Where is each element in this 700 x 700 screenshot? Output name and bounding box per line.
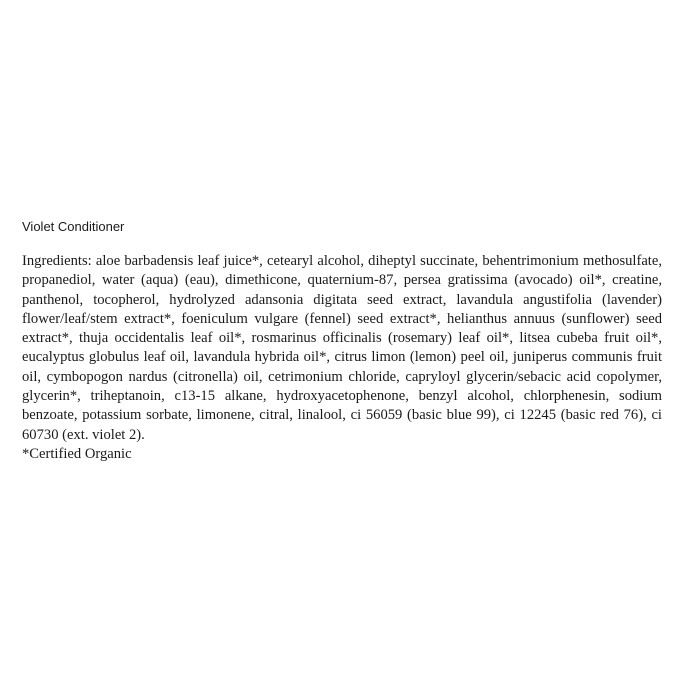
ingredients-list: Ingredients: aloe barbadensis leaf juice*, cetearyl alcohol, diheptyl succinate, behentrimonium methosulfate, propanediol, water (aqua) (eau), dimethicone, quaternium-87, persea gratissima (avocado) oil*, creatine, panthenol, tocopherol, hydrolyzed adansonia digitata seed extract, lavandula angustifolia (lavender) flower/leaf/stem extract*, foeniculum vulgare (fennel) seed extract*, helianthus annuus (sunflower) seed extract*, thuja occidentalis leaf oil*, rosmarinus officinalis (rosemary) leaf oil*, litsea cubeba fruit oil*, eucalyptus globulus leaf oil, lavandula hybrida oil*, citrus limon (lemon) peel oil, juniperus communis fruit oil, cymbopogon nardus (citronella) oil, cetrimonium chloride, capryloyl glycerin/sebacic acid copolymer, glycerin*, triheptanoin, c13-15 alkane, hydroxyacetophenone, benzyl alcohol, chlorphenesin, sodium benzoate, potassium sorbate, limonene, citral, linalool, ci 56059 (basic blue 99), ci 12245 (basic red 76), ci 60730 (ext. violet 2). <box>22 253 662 443</box>
product-title: Violet Conditioner <box>22 219 125 234</box>
certified-organic-footnote: *Certified Organic <box>22 445 132 462</box>
ingredient-label <box>22 218 662 464</box>
